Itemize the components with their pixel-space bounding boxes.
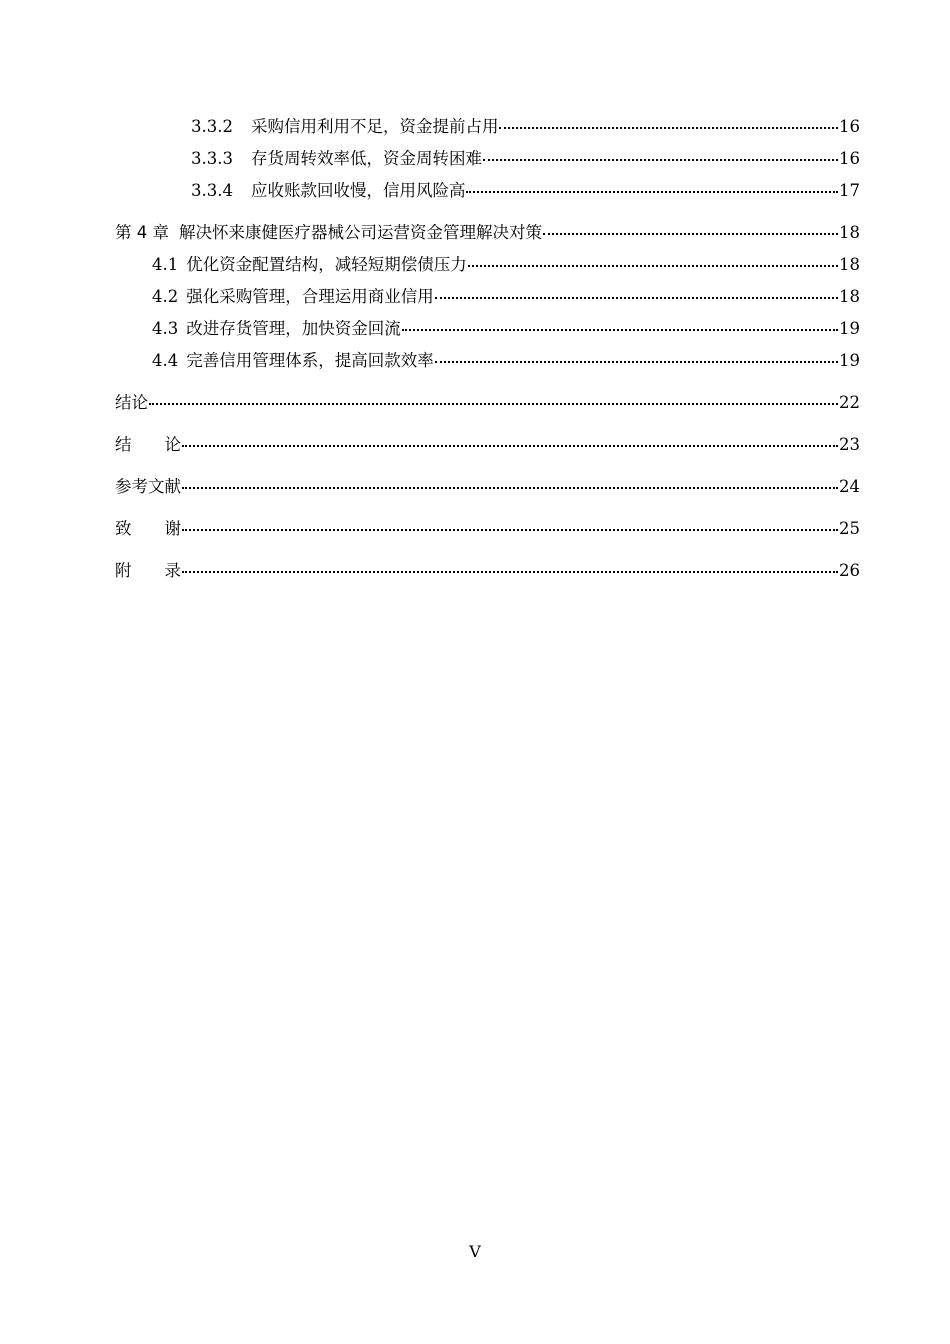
toc-entry-4-4[interactable]: [115, 350, 860, 372]
toc-entry-chapter-4[interactable]: [115, 222, 860, 244]
toc-entry-4-3[interactable]: [115, 318, 860, 340]
toc-dot-leader: [466, 191, 838, 193]
toc-entry-number: 4.3: [152, 319, 179, 338]
toc-entry-3-3-2[interactable]: [115, 116, 860, 138]
toc-entry-title: 结论: [115, 393, 148, 412]
toc-entry-appendix[interactable]: [115, 560, 860, 582]
toc-entry-page: 26: [839, 561, 860, 580]
toc-entry-number: 3.3.3: [191, 149, 233, 168]
page-number-footer: V: [469, 1242, 481, 1261]
toc-entry-4-2[interactable]: [115, 286, 860, 308]
toc-entry-page: 25: [839, 519, 860, 538]
toc-entry-title: 结 论: [115, 435, 181, 454]
toc-dot-leader: [182, 487, 838, 489]
toc-entry-page: 22: [839, 393, 860, 412]
toc-entry-page: 17: [839, 181, 860, 200]
toc-entry-page: 24: [839, 477, 860, 496]
toc-entry-title: 改进存货管理，加快资金回流: [186, 319, 401, 338]
toc-dot-leader: [182, 571, 838, 573]
toc-entry-conclusion[interactable]: [115, 392, 860, 414]
toc-entry-3-3-4[interactable]: [115, 180, 860, 202]
toc-dot-leader: [468, 265, 838, 267]
toc-entry-page: 18: [839, 287, 860, 306]
toc-entry-3-3-3[interactable]: [115, 148, 860, 170]
toc-entry-title: 致 谢: [115, 519, 181, 538]
toc-entry-page: 19: [839, 351, 860, 370]
toc-entry-page: 18: [839, 223, 860, 242]
toc-entry-number: 4.1: [152, 255, 179, 274]
toc-entry-title: 强化采购管理，合理运用商业信用: [186, 287, 434, 306]
toc-dot-leader: [182, 445, 838, 447]
toc-dot-leader: [543, 233, 838, 235]
toc-entry-page: 23: [839, 435, 860, 454]
toc-entry-title: 采购信用利用不足，资金提前占用: [250, 117, 499, 136]
toc-entry-4-1[interactable]: [115, 254, 860, 276]
toc-entry-title: 优化资金配置结构，减轻短期偿债压力: [186, 255, 467, 274]
toc-entry-title: 解决怀来康健医疗器械公司运营资金管理解决对策: [179, 223, 542, 242]
toc-dot-leader: [483, 159, 838, 161]
toc-dot-leader: [149, 403, 838, 405]
toc-dot-leader: [435, 361, 838, 363]
toc-entry-page: 19: [839, 319, 860, 338]
toc-entry-page: 16: [839, 149, 860, 168]
toc-entry-title: 存货周转效率低，资金周转困难: [250, 149, 482, 168]
toc-entry-number: 4.4: [152, 351, 179, 370]
toc-entry-number: 3.3.2: [191, 117, 233, 136]
toc-entry-page: 16: [839, 117, 860, 136]
toc-dot-leader: [402, 329, 838, 331]
toc-entry-conclusion-2[interactable]: [115, 434, 860, 456]
table-of-contents: [115, 116, 860, 582]
toc-dot-leader: [182, 529, 838, 531]
toc-entry-title: 应收账款回收慢，信用风险高: [250, 181, 466, 200]
toc-entry-number: 3.3.4: [191, 181, 233, 200]
toc-entry-title: 参考文献: [115, 477, 181, 496]
toc-dot-leader: [435, 297, 838, 299]
toc-entry-number: 4.2: [152, 287, 179, 306]
toc-entry-page: 18: [839, 255, 860, 274]
toc-entry-references[interactable]: [115, 476, 860, 498]
toc-entry-title: 完善信用管理体系，提高回款效率: [186, 351, 434, 370]
toc-entry-number: 第 4 章: [115, 223, 169, 242]
toc-entry-title: 附 录: [115, 561, 181, 580]
toc-entry-acknowledgements[interactable]: [115, 518, 860, 540]
toc-dot-leader: [499, 127, 838, 129]
